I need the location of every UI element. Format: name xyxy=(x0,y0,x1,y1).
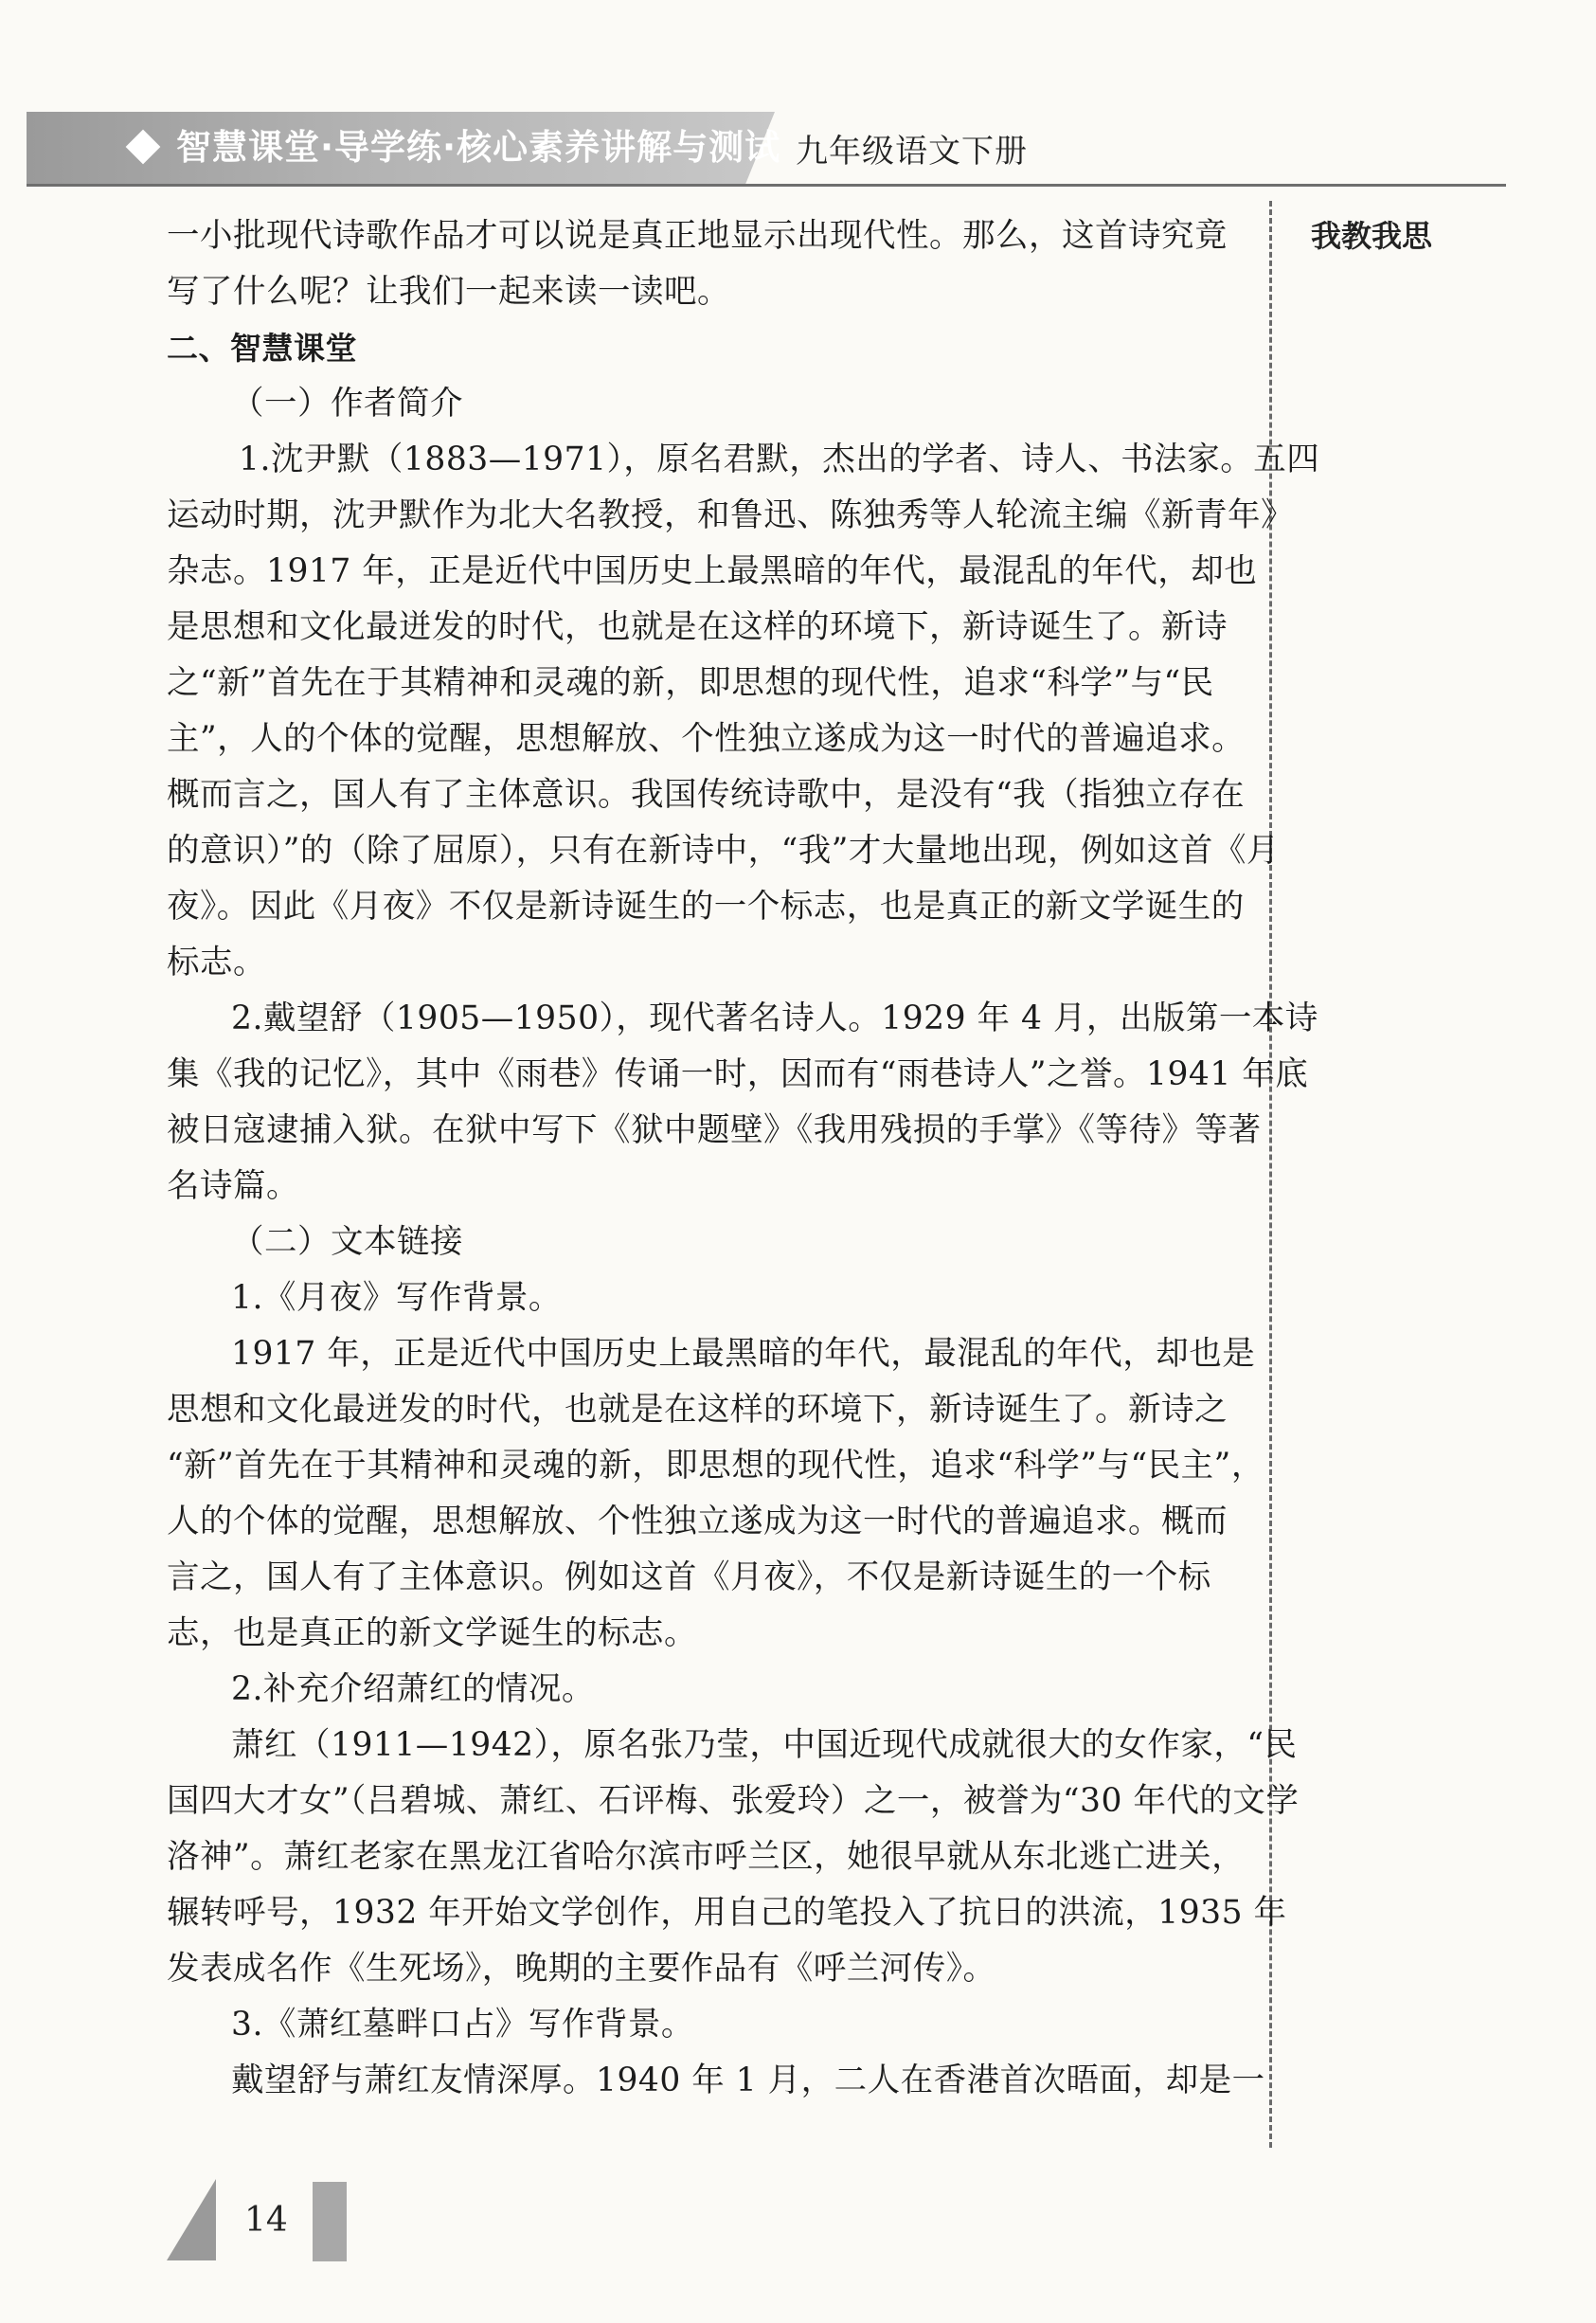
text-line: 杂志。1917 年，正是近代中国历史上最黑暗的年代，最混乱的年代，却也 xyxy=(167,552,1258,590)
text-line: 洛神”。萧红老家在黑龙江省哈尔滨市呼兰区，她很早就从东北逃亡进关， xyxy=(167,1838,1246,1876)
text-line: 集《我的记忆》，其中《雨巷》传诵一时，因而有“雨巷诗人”之誉。1941 年底 xyxy=(167,1055,1309,1093)
grade-label: 九年级语文下册 xyxy=(796,133,1028,171)
footer-triangle-decoration xyxy=(167,2179,216,2260)
text-line: 萧红（1911—1942），原名张乃莹，中国近现代成就很大的女作家，“民 xyxy=(231,1726,1298,1764)
text-line: 辗转呼号，1932 年开始文学创作，用自己的笔投入了抗日的洪流，1935 年 xyxy=(167,1894,1287,1932)
text-line: 概而言之，国人有了主体意识。我国传统诗歌中，是没有“我（指独立存在 xyxy=(167,776,1246,814)
text-line: 2.戴望舒（1905—1950），现代著名诗人。1929 年 4 月，出版第一本诗 xyxy=(231,999,1318,1037)
text-line: 1.沈尹默（1883—1971），原名君默，杰出的学者、诗人、书法家。五四 xyxy=(239,441,1320,478)
text-line: 主”，人的个体的觉醒，思想解放、个性独立遂成为这一时代的普遍追求。 xyxy=(167,720,1246,758)
subsection-heading: （一）作者简介 xyxy=(231,385,463,423)
text-line: 1.《月夜》写作背景。 xyxy=(231,1279,562,1317)
text-line: 是思想和文化最迸发的时代，也就是在这样的环境下，新诗诞生了。新诗 xyxy=(167,608,1228,646)
text-line: 发表成名作《生死场》，晚期的主要作品有《呼兰河传》。 xyxy=(167,1950,996,1988)
text-line: 之“新”首先在于其精神和灵魂的新，即思想的现代性，追求“科学”与“民 xyxy=(167,664,1214,702)
text-line: 志，也是真正的新文学诞生的标志。 xyxy=(167,1614,697,1652)
header-rule xyxy=(27,184,1506,187)
text-line: 3.《萧红墓畔口占》写作背景。 xyxy=(231,2006,694,2044)
text-line: 的意识）”的（除了屈原），只有在新诗中，“我”才大量地出现，例如这首《月 xyxy=(167,832,1280,870)
footer-bar-decoration xyxy=(313,2182,347,2261)
text-line: 思想和文化最迸发的时代，也就是在这样的环境下，新诗诞生了。新诗之 xyxy=(167,1391,1228,1429)
text-line: 运动时期，沈尹默作为北大名教授，和鲁迅、陈独秀等人轮流主编《新青年》 xyxy=(167,496,1294,534)
text-line: 标志。 xyxy=(167,944,266,981)
text-line: 名诗篇。 xyxy=(167,1167,299,1205)
text-line: 人的个体的觉醒，思想解放、个性独立遂成为这一时代的普遍追求。概而 xyxy=(167,1503,1228,1540)
main-text xyxy=(167,208,1320,2109)
subsection-heading: （二）文本链接 xyxy=(231,1223,463,1261)
text-line: 国四大才女”（吕碧城、萧红、石评梅、张爱玲）之一，被誉为“30 年代的文学 xyxy=(167,1782,1300,1820)
text-line: 言之，国人有了主体意识。例如这首《月夜》，不仅是新诗诞生的一个标 xyxy=(167,1558,1211,1596)
margin-divider xyxy=(1269,201,1272,2148)
page-number: 14 xyxy=(244,2201,288,2240)
text-line: 一小批现代诗歌作品才可以说是真正地显示出现代性。那么，这首诗究竟 xyxy=(167,217,1228,255)
series-title: 智慧课堂·导学练·核心素养讲解与测试 xyxy=(176,127,781,168)
text-line: 写了什么呢？让我们一起来读一读吧。 xyxy=(167,273,730,311)
text-line: 1917 年，正是近代中国历史上最黑暗的年代，最混乱的年代，却也是 xyxy=(231,1335,1256,1373)
section-heading: 二、智慧课堂 xyxy=(167,330,357,367)
margin-notes-label: 我教我思 xyxy=(1311,218,1433,254)
text-line: 夜》。因此《月夜》不仅是新诗诞生的一个标志，也是真正的新文学诞生的 xyxy=(167,888,1245,926)
text-line: “新”首先在于其精神和灵魂的新，即思想的现代性，追求“科学”与“民主”， xyxy=(167,1447,1264,1485)
text-line: 戴望舒与萧红友情深厚。1940 年 1 月，二人在香港首次晤面，却是一 xyxy=(231,2062,1265,2099)
text-line: 被日寇逮捕入狱。在狱中写下《狱中题壁》《我用残损的手掌》《等待》等著 xyxy=(167,1111,1262,1149)
text-line: 2.补充介绍萧红的情况。 xyxy=(231,1670,595,1708)
